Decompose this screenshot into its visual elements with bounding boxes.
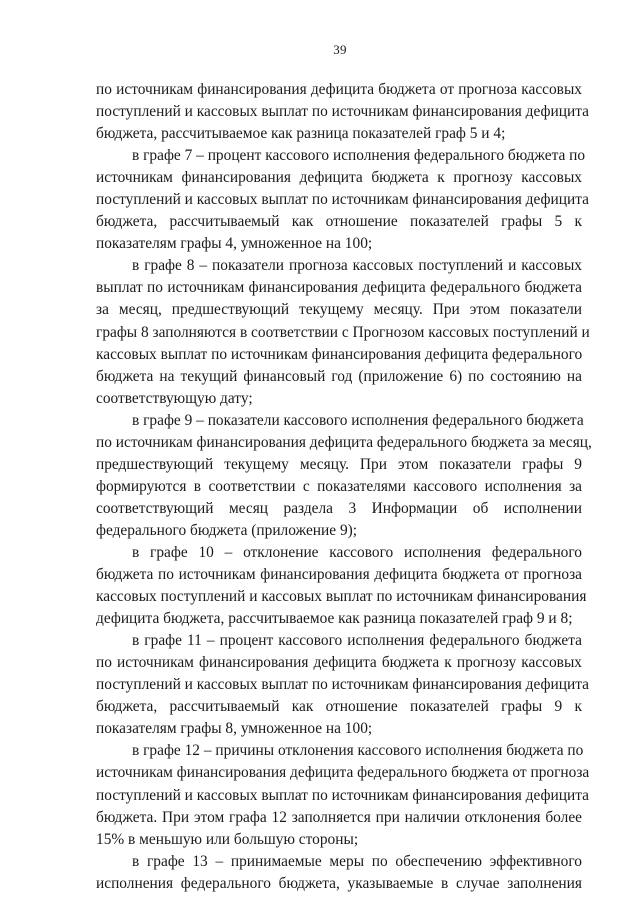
text-line: поступлений и кассовых выплат по источникам финансирования дефицита (96, 103, 589, 121)
text-line: бюджета, рассчитываемое как разница показателей граф 5 и 4; (96, 125, 506, 143)
text-line: источникам финансирования дефицита бюджета к прогнозу кассовых (96, 169, 582, 187)
paragraph-column-9 (96, 410, 592, 542)
text-line: выплат по источникам финансирования дефицита федерального бюджета (96, 279, 582, 297)
paragraph-column-7 (96, 145, 589, 255)
paragraph-column-11 (96, 630, 589, 740)
text-line: по источникам финансирования дефицита федерального бюджета за месяц, (96, 433, 592, 451)
paragraph-column-12 (96, 740, 590, 850)
text-line: в графе 7 – процент кассового исполнения федерального бюджета по (132, 147, 586, 165)
text-line: кассовых выплат по источникам финансирования дефицита федерального (96, 345, 583, 363)
text-line: исполнения федерального бюджета, указываемые в случае заполнения (96, 874, 582, 892)
text-line: в графе 13 – принимаемые меры по обеспечению эффективного (132, 852, 582, 870)
page-number: 39 (333, 42, 347, 57)
text-line: поступлений и кассовых выплат по источникам финансирования дефицита (96, 191, 589, 209)
text-line: в графе 11 – процент кассового исполнения федерального бюджета (132, 632, 582, 650)
text-line: 15% в меньшую или большую стороны; (96, 830, 359, 848)
text-line: бюджета по источникам финансирования дефицита бюджета от прогноза (96, 566, 582, 584)
paragraph-column-10 (96, 542, 587, 630)
text-line: предшествующий текущему месяцу. При этом показатели графы 9 (96, 455, 582, 473)
text-line: федерального бюджета (приложение 9); (96, 521, 358, 539)
text-line: в графе 10 – отклонение кассового исполнения федерального (132, 543, 582, 561)
text-line: кассовых поступлений и кассовых выплат по источникам финансирования (96, 588, 587, 606)
text-line: в графе 8 – показатели прогноза кассовых поступлений и кассовых (132, 257, 582, 275)
text-line: в графе 9 – показатели кассового исполнения федерального бюджета (132, 411, 584, 429)
text-line: бюджета, рассчитываемый как отношение показателей графы 5 к (96, 213, 582, 231)
text-line: в графе 12 – причины отклонения кассового исполнения бюджета по (132, 742, 584, 760)
text-line: поступлений и кассовых выплат по источникам финансирования дефицита (96, 676, 589, 694)
text-line: по источникам финансирования дефицита бюджета от прогноза кассовых (96, 81, 582, 98)
paragraph-column-13 (96, 851, 582, 895)
text-line: соответствующую дату; (96, 389, 253, 407)
document-body (96, 79, 592, 895)
text-line: по источникам финансирования дефицита бюджета к прогнозу кассовых (96, 654, 582, 672)
text-line: бюджета на текущий финансовый год (приложение 6) по состоянию на (96, 367, 582, 385)
text-line: за месяц, предшествующий текущему месяцу. При этом показатели (96, 301, 582, 319)
text-line: бюджета, рассчитываемый как отношение показателей графы 9 к (96, 698, 582, 716)
text-line: показателям графы 4, умноженное на 100; (96, 235, 373, 253)
text-line: графы 8 заполняются в соответствии с Прогнозом кассовых поступлений и (96, 323, 590, 341)
text-line: показателям графы 8, умноженное на 100; (96, 720, 373, 738)
paragraph-continuation (96, 79, 589, 145)
paragraph-column-8 (96, 255, 590, 409)
text-line: соответствующий месяц раздела 3 Информации об исполнении (96, 499, 582, 517)
text-line: дефицита бюджета, рассчитываемое как разница показателей граф 9 и 8; (96, 610, 573, 628)
text-line: формируются в соответствии с показателями кассового исполнения за (96, 477, 582, 495)
text-line: бюджета. При этом графа 12 заполняется при наличии отклонения более (96, 808, 582, 826)
text-line: источникам финансирования дефицита федерального бюджета от прогноза (96, 764, 590, 782)
text-line: поступлений и кассовых выплат по источникам финансирования дефицита (96, 786, 589, 804)
